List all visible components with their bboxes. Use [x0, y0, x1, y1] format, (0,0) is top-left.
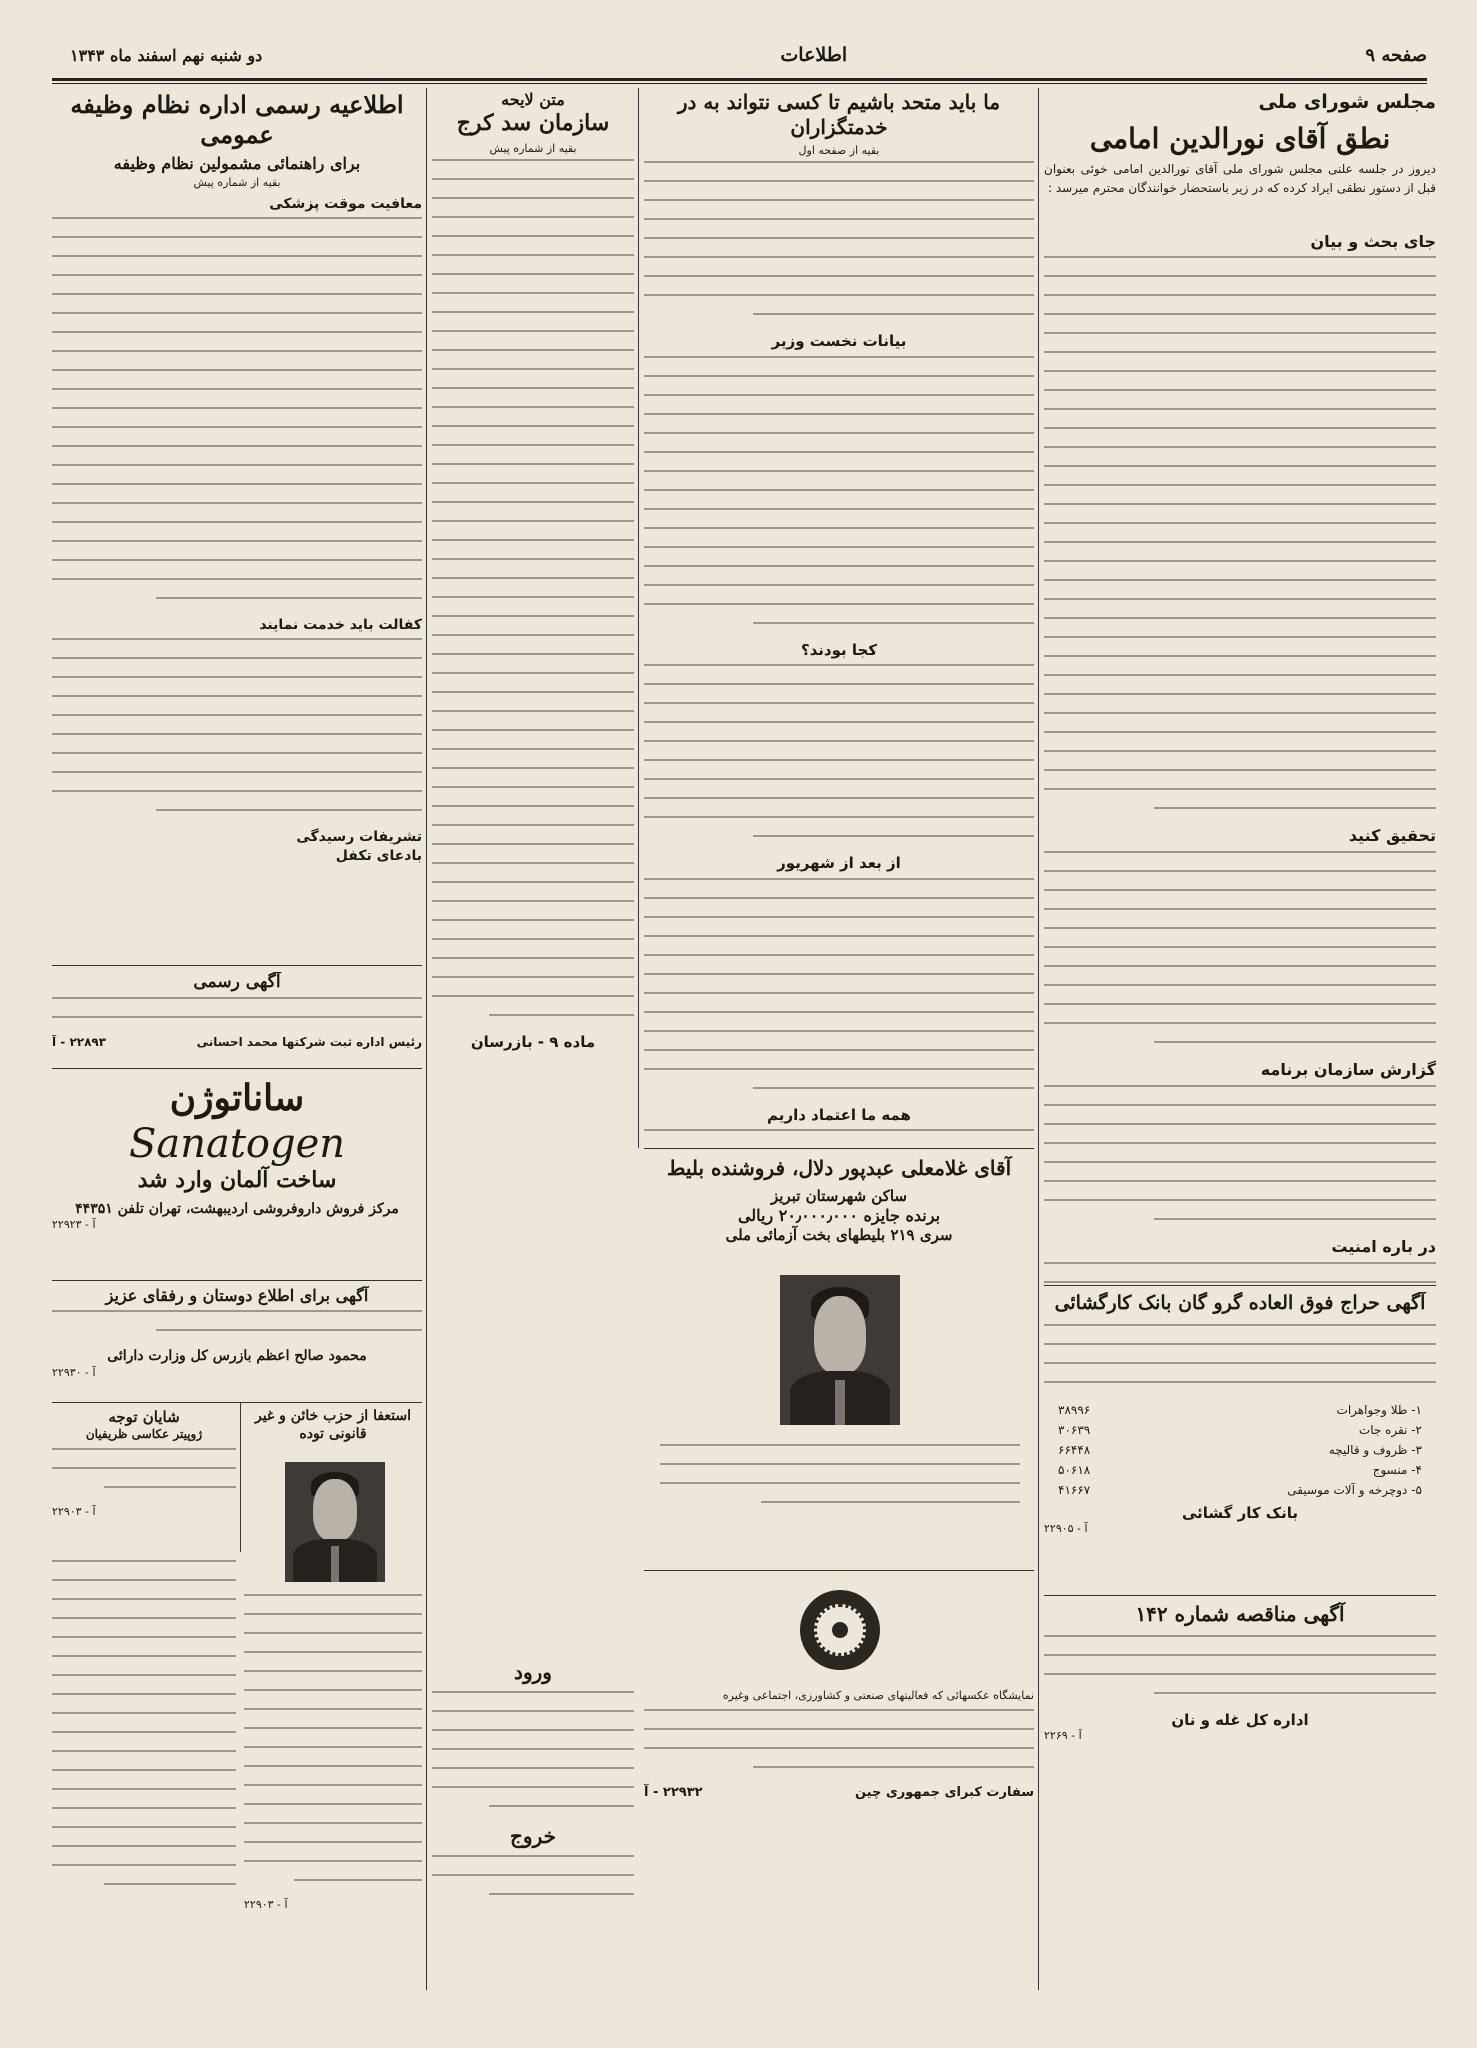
- official-notice-signature: رئیس اداره ثبت شرکتها محمد احسانی: [196, 1035, 422, 1050]
- majlis-article: [1044, 90, 1436, 1285]
- china-text: [644, 1709, 1034, 1768]
- separator: [1044, 1595, 1436, 1596]
- auction-item: ۲- نقره جات: [1358, 1422, 1422, 1437]
- party-statement: [52, 1556, 236, 1970]
- photo-studio-ad: [52, 1408, 236, 1548]
- auction-bank: بانک کار گشائی: [1181, 1503, 1299, 1522]
- tender-signature: اداره کل غله و نان: [1171, 1711, 1309, 1729]
- karaj-article: [432, 90, 634, 1230]
- separator: [1044, 1285, 1436, 1286]
- auction-item: ۵- دوچرخه و آلات موسیقی: [1287, 1482, 1422, 1497]
- official-notice-code: ۲۲۸۹۳ - آ: [52, 1035, 107, 1050]
- official-notice-body: [52, 997, 422, 1018]
- photo-studio-code: ۲۲۹۰۳ - آ: [52, 1504, 96, 1518]
- auction-number: ۶۶۴۴۸: [1058, 1442, 1091, 1457]
- conscription-subhead-3: تشریفات رسیدگی: [296, 829, 422, 846]
- friends-notice-title: آگهی برای اطلاع دوستان و رفقای عزیز: [105, 1286, 369, 1305]
- pm-body-3: [644, 664, 1034, 837]
- auction-number: ۵۰۶۱۸: [1058, 1462, 1091, 1477]
- tender-ad: [1044, 1602, 1436, 1762]
- official-notice-title: آگهی رسمی: [193, 972, 281, 992]
- resignation-body: [244, 1590, 422, 1970]
- pm-subhead-2: کجا بودند؟: [800, 640, 878, 659]
- majlis-subhead-2: تحقیق کنید: [1348, 826, 1436, 846]
- pm-subhead-1: بیانات نخست وزیر: [771, 332, 907, 350]
- majlis-subhead-1: جای بحث و بیان: [1310, 231, 1436, 251]
- portrait-photo: [285, 1462, 385, 1582]
- auction-row: [1044, 1440, 1436, 1460]
- page-header: [70, 38, 1427, 72]
- header-rule-thin: [52, 83, 1427, 84]
- photo-studio-name: ژوپیتر عکاسی ظریفیان: [85, 1426, 203, 1441]
- paper-name: اطلاعات: [780, 44, 848, 66]
- auction-row: [1044, 1420, 1436, 1440]
- separator: [52, 965, 422, 966]
- auction-item: ۴- منسوج: [1372, 1462, 1422, 1477]
- conscription-title: اطلاعیه رسمی اداره نظام وظیفه عمومی: [70, 90, 404, 149]
- pm-continuation: بقیه از صفحه اول: [798, 144, 880, 157]
- lottery-title: آقای غلامعلی عبدپور دلال، فروشنده بلیط: [666, 1156, 1012, 1180]
- auction-item: ۳- ظروف و قالیچه: [1328, 1442, 1422, 1457]
- friends-notice-body: [52, 1310, 422, 1331]
- auction-number: ۳۰۶۳۹: [1058, 1422, 1091, 1437]
- majlis-kicker: مجلس شورای ملی: [1258, 91, 1436, 113]
- auction-number: ۳۸۹۹۶: [1058, 1402, 1091, 1417]
- auction-table: [1044, 1400, 1436, 1500]
- arrivals-title: ورود: [514, 1660, 552, 1684]
- column-divider: [240, 1402, 241, 1552]
- issue-date: دو شنبه نهم اسفند ماه ۱۳۴۳: [70, 45, 263, 65]
- lottery-body: [660, 1440, 1020, 1560]
- conscription-subhead-2: کفالت باید خدمت نمایند: [259, 617, 422, 634]
- karaj-title: سازمان سد کرج: [456, 110, 610, 136]
- page-number: صفحه ۹: [1365, 44, 1427, 66]
- majlis-body-3: [1044, 1085, 1436, 1220]
- majlis-body-1: [1044, 256, 1436, 809]
- column-divider: [426, 88, 427, 1990]
- pm-body-5: [644, 1129, 1034, 1140]
- lottery-prize: برنده جایزه ۲۰٫۰۰۰٫۰۰۰ ریالی: [737, 1205, 941, 1225]
- auction-code: ۲۲۹۰۵ - آ: [1044, 1521, 1088, 1535]
- departures-text: [432, 1855, 634, 1895]
- conscription-subtitle: برای راهنمائی مشمولین نظام وظیفه: [113, 154, 361, 173]
- tender-title: آگهی مناقصه شماره ۱۴۲: [1135, 1602, 1345, 1626]
- auction-number: ۴۱۶۶۷: [1058, 1482, 1091, 1497]
- majlis-lede: دیروز در جلسه علنی مجلس شورای ملی آقای نورالدین امامی خوئی بعنوان قبل از دستور نطقی ایراد کرده که در زیر باستحضار خوانندگان محترم میرسد :: [1044, 161, 1436, 195]
- tender-code: ۲۲۶۹ - آ: [1044, 1729, 1082, 1742]
- china-lead: نمایشگاه عکسهائی که فعالیتهای صنعتی و کشاورزی، اجتماعی وغیره: [722, 1689, 1034, 1702]
- pm-body-2: [644, 356, 1034, 624]
- separator: [644, 1148, 1034, 1149]
- friends-notice-code: ۲۲۹۳۰ - آ: [52, 1365, 96, 1379]
- pm-article: [644, 90, 1034, 1140]
- conscription-article: [52, 90, 422, 960]
- pm-title: ما باید متحد باشیم تا کسی نتواند به در خدمتگزاران: [677, 90, 1001, 139]
- sanatogen-latin-name: Sanatogen: [128, 1121, 346, 1167]
- auction-row: [1044, 1480, 1436, 1500]
- friends-notice-signature: محمود صالح اعظم بازرس کل وزارت دارائی: [107, 1348, 367, 1364]
- official-notice-ad: [52, 972, 422, 1064]
- winner-photo: [780, 1275, 900, 1425]
- pm-body-4: [644, 878, 1034, 1089]
- resignation-title: استعفا از حزب خائن و غیر قانونی توده: [254, 1408, 412, 1442]
- photo-studio-body: [52, 1448, 236, 1488]
- departures-title: خروج: [510, 1824, 556, 1848]
- karaj-body-1: [432, 159, 634, 1016]
- majlis-body-2: [1044, 851, 1436, 1043]
- pm-body-1: [644, 161, 1034, 315]
- auction-item: ۱- طلا وجواهرات: [1336, 1402, 1422, 1417]
- majlis-subhead-4: در باره امنیت: [1331, 1237, 1436, 1257]
- pm-subhead-3: از بعد از شهریور: [777, 854, 901, 872]
- sanatogen-fa-name: ساناتوژن: [169, 1077, 305, 1119]
- pm-subhead-4: همه ما اعتماد داریم: [767, 1105, 911, 1124]
- majlis-subhead-3: گزارش سازمان برنامه: [1260, 1060, 1436, 1080]
- sanatogen-ad: [52, 1076, 422, 1276]
- resignation-text: [244, 1594, 422, 1881]
- lottery-text: [660, 1444, 1020, 1503]
- karaj-subhead-1: ماده ۹ - بازرسان: [470, 1032, 596, 1051]
- sanatogen-center: مرکز فروش داروفروشی اردیبهشت، تهران تلفن ۴۴۳۵۱: [75, 1200, 399, 1217]
- majlis-title: نطق آقای نورالدین امامی: [1089, 121, 1391, 155]
- party-statement-text: [52, 1560, 236, 1885]
- separator: [52, 1402, 422, 1403]
- column-divider: [638, 88, 639, 1148]
- auction-row: [1044, 1460, 1436, 1480]
- arrivals-departures: [432, 1660, 634, 1980]
- separator: [52, 1068, 422, 1069]
- friends-notice-ad: [52, 1286, 422, 1398]
- tender-body: [1044, 1635, 1436, 1694]
- conscription-subhead-4: بادعای تکفل: [335, 847, 422, 864]
- separator: [52, 1280, 422, 1281]
- arrivals-text: [432, 1691, 634, 1807]
- column-divider: [1038, 88, 1039, 1990]
- china-code: ۲۲۹۳۲ - آ: [644, 1785, 703, 1800]
- conscription-continuation: بقیه از شماره پیش: [193, 176, 281, 189]
- conscription-body-1: [52, 217, 422, 599]
- karaj-kicker: متن لایحه: [501, 90, 565, 109]
- china-exhibition-ad: [644, 1686, 1034, 1846]
- auction-row: [1044, 1400, 1436, 1420]
- photo-studio-title: شایان توجه: [108, 1408, 180, 1426]
- auction-ad: [1044, 1292, 1436, 1592]
- china-emblem: [800, 1590, 880, 1670]
- lottery-series: سری ۲۱۹ بلیطهای بخت آزمائی ملی: [725, 1225, 953, 1244]
- conscription-body-2: [52, 638, 422, 811]
- resignation-code: ۲۲۹۰۳ - آ: [244, 1898, 288, 1911]
- sanatogen-made-in: ساخت آلمان وارد شد: [137, 1167, 337, 1193]
- majlis-body-4: [1044, 1262, 1436, 1285]
- auction-body: [1044, 1324, 1436, 1383]
- auction-title: آگهی حراج فوق العاده گرو گان بانک کارگشائی: [1054, 1292, 1426, 1314]
- conscription-subhead-1: معافیت موقت پزشکی: [269, 196, 422, 212]
- china-signature: سفارت کبرای جمهوری چین: [854, 1785, 1034, 1800]
- lottery-city: ساکن شهرستان تبریز: [770, 1187, 907, 1205]
- sanatogen-code: ۲۲۹۲۳ - آ: [52, 1218, 96, 1231]
- separator: [644, 1570, 1034, 1571]
- header-rule: [52, 78, 1427, 81]
- karaj-continuation: بقیه از شماره پیش: [489, 141, 577, 155]
